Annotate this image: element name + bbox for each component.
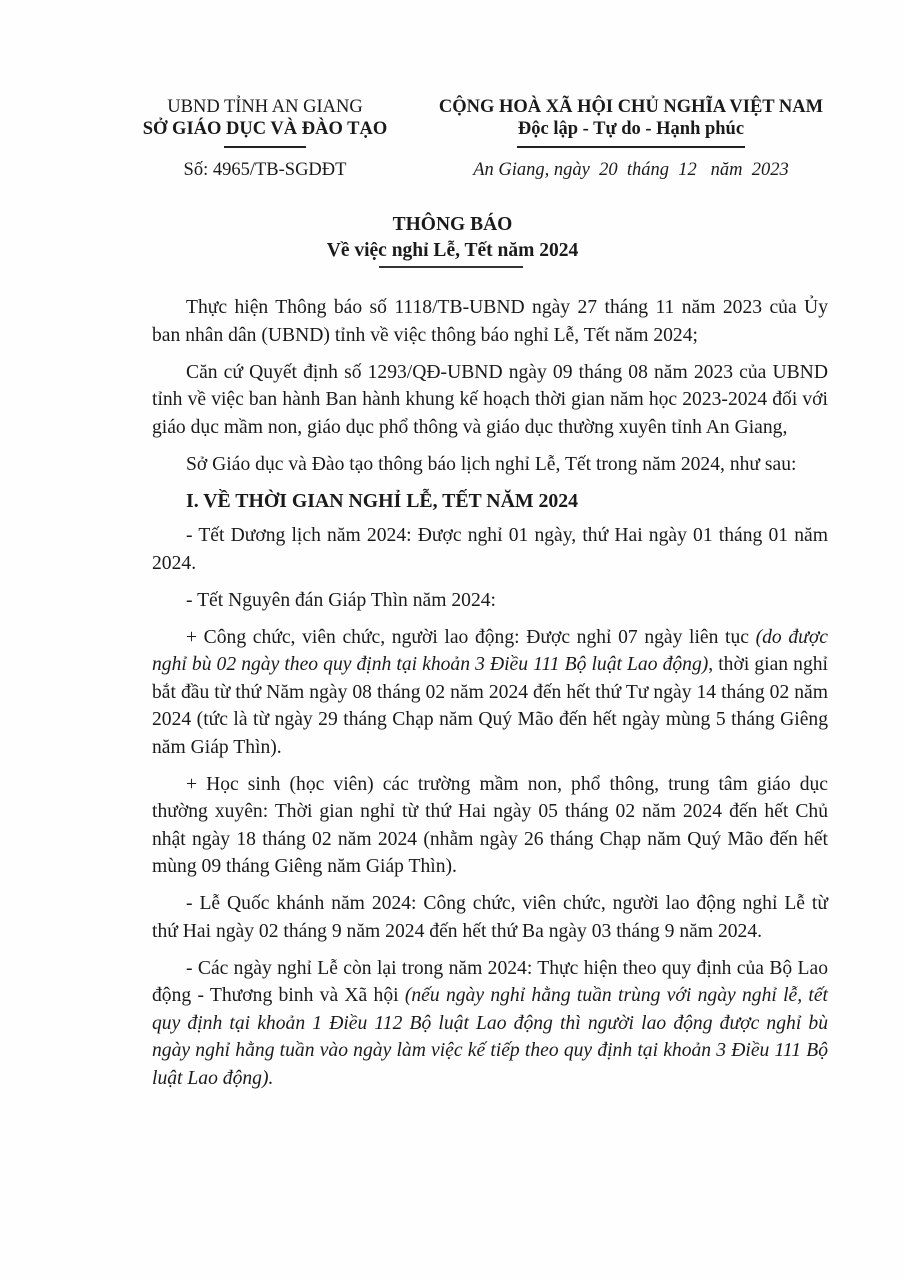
civil-servants-holiday xyxy=(152,624,828,762)
motto-underline xyxy=(517,146,745,148)
civil-servants-note: (do được nghỉ bù 02 ngày theo quy định tại khoản 3 Điều 111 Bộ luật Lao động) xyxy=(152,626,828,675)
other-holidays-note: (nếu ngày nghỉ hằng tuần trùng với ngày nghỉ lễ, tết quy định tại khoản 1 Điều 112 Bộ luật Lao động thì người lao động được nghỉ bù ngày nghỉ hằng tuần vào ngày làm việc kế tiếp theo quy định tại khoản 3 Điều 111 Bộ luật Lao động). xyxy=(152,985,828,1089)
civil-servants-rest: , thời gian nghỉ bắt đầu từ thứ Năm ngày 08 tháng 02 năm 2024 đến hết thứ Tư ngày 14 tháng 02 năm 2024 (tức là từ ngày 29 tháng Chạp năm Quý Mão đến hết ngày mùng 5 tháng Giêng năm Giáp Thìn). xyxy=(152,654,828,758)
document-number: Số: 4965/TB-SGDĐT xyxy=(183,160,347,180)
intro-paragraph-2: Căn cứ Quyết định số 1293/QĐ-UBND ngày 09 tháng 08 năm 2023 của UBND tỉnh về việc ban hành Ban hành khung kế hoạch thời gian năm học 2023-2024 đối với giáo dục mầm non, giáo dục phổ thông và giáo dục thường xuyên tỉnh An Giang, xyxy=(152,361,828,438)
civil-servants-lead: + Công chức, viên chức, người lao động: Được nghỉ 07 ngày liên tục xyxy=(186,626,756,648)
title-main: THÔNG BÁO xyxy=(392,214,513,235)
issuing-authority xyxy=(140,96,390,148)
nation-name: CỘNG HOÀ XÃ HỘI CHỦ NGHĨA VIỆT NAM xyxy=(438,97,824,117)
other-holidays xyxy=(152,955,828,1093)
title-underline xyxy=(379,266,523,268)
place-and-date: An Giang, ngày 20 tháng 12 năm 2023 xyxy=(473,160,789,180)
national-heading xyxy=(432,96,830,148)
new-year-holiday: - Tết Dương lịch năm 2024: Được nghỉ 01 ngày, thứ Hai ngày 01 tháng 01 năm 2024. xyxy=(152,525,828,574)
students-holiday: + Học sinh (học viên) các trường mầm non, phổ thông, trung tâm giáo dục thường xuyên: Thời gian nghỉ từ thứ Hai ngày 05 tháng 02 năm 2024 đến hết Chủ nhật ngày 18 tháng 02 năm 2024 (nhằm ngày 26 tháng Chạp năm Quý Mão đến hết mùng 09 tháng Giêng năm Giáp Thìn). xyxy=(152,773,828,877)
intro-paragraph-3: Sở Giáo dục và Đào tạo thông báo lịch nghỉ Lễ, Tết trong năm 2024, như sau: xyxy=(186,453,797,475)
document-header xyxy=(0,96,905,196)
intro-paragraph-1: Thực hiện Thông báo số 1118/TB-UBND ngày 27 tháng 11 năm 2023 của Ủy ban nhân dân (UBND) tỉnh về việc thông báo nghỉ Lễ, Tết năm 2024; xyxy=(152,297,828,346)
document-title xyxy=(0,212,905,268)
lunar-new-year-heading: - Tết Nguyên đán Giáp Thìn năm 2024: xyxy=(186,589,496,611)
title-subject: Về việc nghỉ Lễ, Tết năm 2024 xyxy=(326,240,579,261)
agency-name: UBND TỈNH AN GIANG xyxy=(167,97,363,117)
other-holidays-lead: - Các ngày nghỉ Lễ còn lại trong năm 2024: Thực hiện theo quy định của Bộ Lao động - Thương binh và Xã hội xyxy=(152,957,828,1006)
department-name: SỞ GIÁO DỤC VÀ ĐÀO TẠO xyxy=(142,119,388,139)
agency-underline xyxy=(224,146,306,148)
national-motto: Độc lập - Tự do - Hạnh phúc xyxy=(517,119,745,139)
section-1-heading: I. VỀ THỜI GIAN NGHỈ LỄ, TẾT NĂM 2024 xyxy=(186,489,579,512)
national-day-holiday: - Lễ Quốc khánh năm 2024: Công chức, viên chức, người lao động nghỉ Lễ từ thứ Hai ngày 02 tháng 9 năm 2024 đến hết thứ Ba ngày 03 tháng 9 năm 2024. xyxy=(152,893,828,942)
document-body xyxy=(152,294,828,1102)
